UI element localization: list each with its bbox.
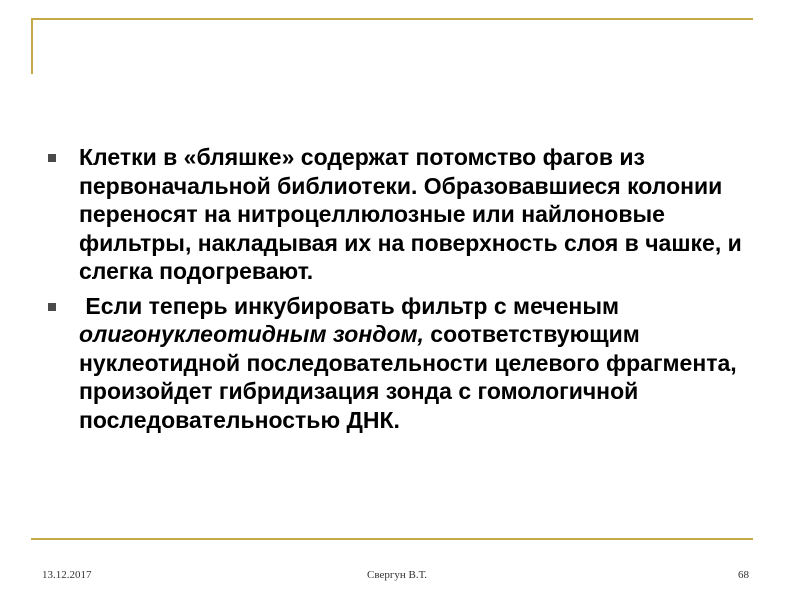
top-accent-line bbox=[31, 18, 753, 20]
bullet-text-start: Если теперь инкубировать фильтр с меченым bbox=[79, 292, 626, 319]
bullet-text: Клетки в «бляшке» содержат потомство фагов из первоначальной библиотеки. Образовавшиеся колонии переносят на нитроцеллюлозные или найлоновые фильтры, накладывая их на поверхность слоя в чашке, и слегка подогревают. bbox=[79, 144, 742, 284]
footer-page-number: 68 bbox=[738, 569, 749, 581]
bullet-text-end: соответствующим нуклеотидной последовательности целевого фрагмента, произойдет гибридизация зонда с гомологичной последовательностью ДНК. bbox=[79, 321, 737, 433]
bullet-item bbox=[44, 143, 764, 286]
bullet-item bbox=[44, 292, 764, 435]
bullet-text-italic: олигонуклеотидным зондом, bbox=[79, 321, 424, 347]
left-accent-line bbox=[31, 18, 33, 74]
square-bullet-icon bbox=[48, 303, 56, 311]
footer-date: 13.12.2017 bbox=[42, 569, 92, 581]
square-bullet-icon bbox=[48, 154, 56, 162]
bottom-accent-line bbox=[31, 538, 753, 540]
slide-content bbox=[44, 143, 764, 440]
footer-author: Свергун В.Т. bbox=[367, 569, 427, 581]
